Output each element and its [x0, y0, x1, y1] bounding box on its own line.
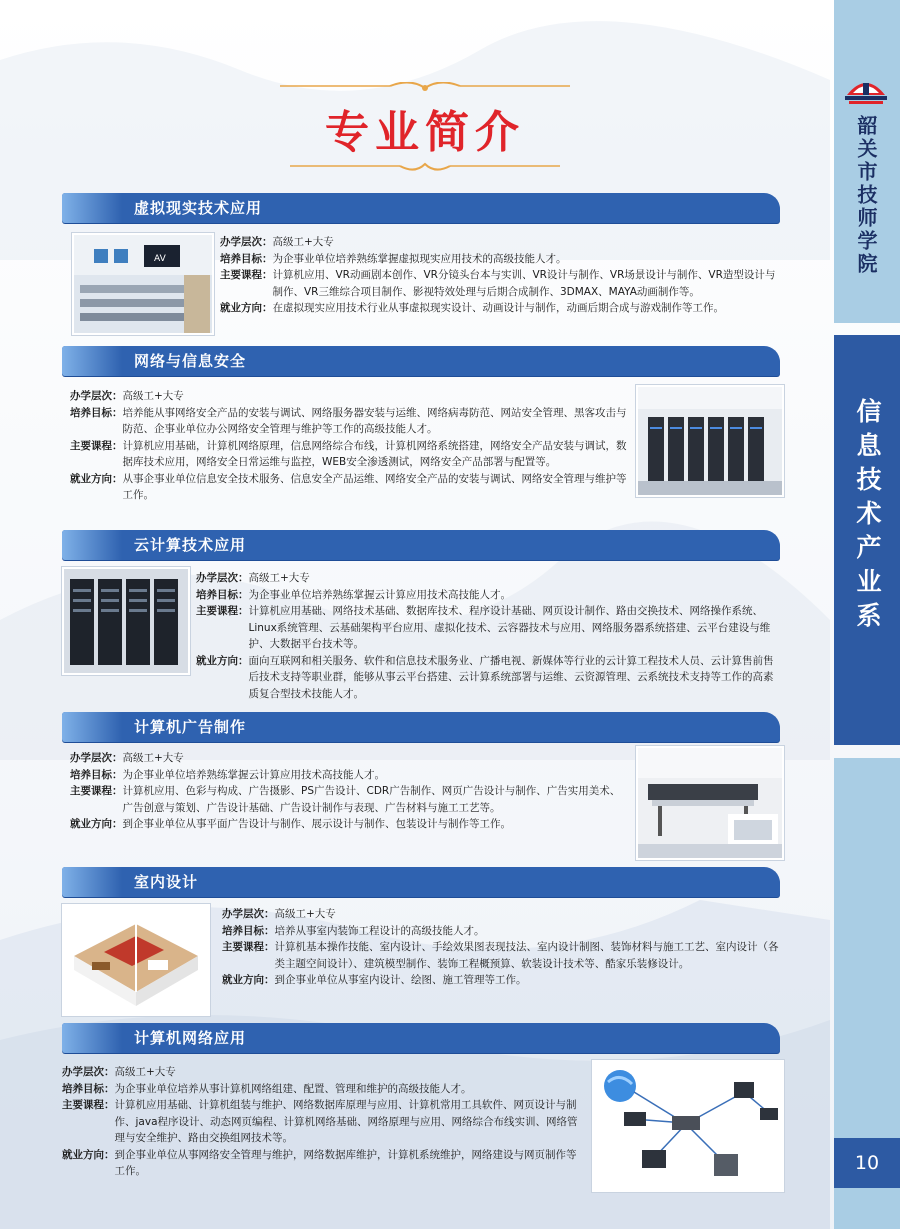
info-row-courses: 主要课程： 计算机基本操作技能、室内设计、手绘效果图表现技法、室内设计制图、装饰材料与施工工艺、室内设计（各类主题空间设计）、建筑模型制作、装饰工程概预算、软装设计技术等、酷家乐装修设计。 [222, 941, 779, 970]
info-block-advertising [70, 750, 630, 833]
info-block-cloud [196, 570, 780, 702]
title-block [260, 82, 590, 172]
info-row-career: 就业方向： 到企事业单位从事平面广告设计与制作、展示设计与制作、包装设计与制作等工作。 [70, 818, 511, 830]
interior-model-photo [62, 904, 210, 1016]
info-row-level: 办学层次： 高级工+大专 [196, 572, 310, 584]
info-row-courses: 主要课程： 计算机应用、VR动画剧本创作、VR分镜头台本与实训、VR设计与制作、VR场景设计与制作、VR造型设计与制作、VR三维综合项目制作、影视特效处理与后期合成制作、3DMAX、MAYA动画制作等。 [220, 269, 776, 298]
section-title: 计算机广告制作 [134, 718, 247, 736]
info-row-career: 就业方向： 到企事业单位从事网络安全管理与维护，网络数据库维护，计算机系统维护，网络建设与网页制作等工作。 [62, 1148, 577, 1177]
section-title: 云计算技术应用 [134, 536, 247, 554]
info-row-level: 办学层次： 高级工+大专 [70, 390, 184, 402]
info-row-goal: 培养目标： 为企事业单位培养熟练掌握云计算应用技术高技能人才。 [196, 588, 511, 601]
section-header-vr [62, 193, 780, 223]
info-row-goal: 培养目标： 培养从事室内装饰工程设计的高级技能人才。 [222, 924, 485, 937]
section-header-network [62, 1023, 780, 1053]
vr-lab-image [74, 235, 212, 333]
info-row-career: 就业方向： 在虚拟现实应用技术行业从事虚拟现实设计、动画设计与制作，动画后期合成与游戏制作等工作。 [220, 302, 724, 314]
server-racks-photo [62, 567, 190, 675]
school-logo-icon [843, 73, 889, 109]
network-diagram [592, 1060, 784, 1192]
school-name: 韶关市技师学院 [854, 115, 878, 276]
info-block-security [70, 388, 630, 504]
info-row-courses: 主要课程： 计算机应用基础、网络技术基础、数据库技术、程序设计基础、网页设计制作、路由交换技术、网络操作系统、Linux系统管理、云基础架构平台应用、虚拟化技术、云容器技术与应用、网络服务器系统搭建、云平台建设与维护、大数据平台技术等。 [196, 605, 771, 650]
info-row-goal: 培养目标： 为企事业单位培养从事计算机网络组建、配置、管理和维护的高级技能人才。 [62, 1082, 472, 1095]
info-row-level: 办学层次： 高级工+大专 [62, 1066, 176, 1078]
info-row-courses: 主要课程： 计算机应用基础、计算机组装与维护、网络数据库原理与应用、计算机常用工具软件、网页设计与制作、java程序设计、动态网页编程、计算机网络基础、网络原理与应用、网络综合布线实训、网络管理与安全维护、路由交换组网技术等。 [62, 1099, 578, 1144]
info-block-interior [222, 906, 780, 989]
info-row-career: 就业方向： 从事企事业单位信息安全技术服务、信息安全产品运维、网络安全产品的安装与调试、网络安全管理与维护等工作。 [70, 472, 627, 501]
department-name: 信息技术产业系 [853, 398, 882, 636]
info-row-goal: 培养目标： 为企事业单位培养熟练掌握虚拟现实应用技术的高级技能人才。 [220, 252, 567, 265]
info-block-network [62, 1064, 578, 1180]
info-row-career: 就业方向： 面向互联网和相关服务、软件和信息技术服务业、广播电视、新媒体等行业的云计算工程技术人员、云计算售前售后技术支持等职业群，能够从事云平台搭建、云计算系统部署与运维、云资源管理、云系统技术支持等工作的高素质复合型技术技能人才。 [196, 654, 774, 700]
info-row-career: 就业方向： 到企事业单位从事室内设计、绘图、施工管理等工作。 [222, 974, 527, 986]
page-title: 专业简介 [325, 107, 525, 158]
svg-text:AV: AV [154, 254, 166, 264]
section-title: 网络与信息安全 [134, 352, 247, 370]
info-row-level: 办学层次： 高级工+大专 [70, 752, 184, 764]
server-room-image [638, 387, 782, 495]
section-title: 计算机网络应用 [134, 1029, 247, 1047]
info-row-goal: 培养目标： 为企事业单位培养熟练掌握云计算应用技术高技能人才。 [70, 768, 385, 781]
print-workshop-photo [636, 746, 784, 860]
print-workshop-image [638, 748, 782, 858]
server-racks-image [64, 569, 188, 673]
info-block-vr [220, 234, 780, 317]
info-row-courses: 主要课程： 计算机应用基础，计算机网络原理，信息网络综合布线，计算机网络系统搭建，网络安全产品安装与调试，数据库技术应用，网络安全日常运维与监控，WEB安全渗透测试，网络安全产品部署与配置等。 [70, 439, 627, 468]
section-title: 虚拟现实技术应用 [134, 199, 263, 217]
section-title: 室内设计 [134, 873, 199, 891]
network-diagram-image [594, 1062, 782, 1190]
info-row-courses: 主要课程： 计算机应用、色彩与构成、广告摄影、PS广告设计、CDR广告制作、网页广告设计与制作、广告实用美术、广告创意与策划、广告设计基础、广告设计制作与表现、广告材料与施工工艺等。 [70, 785, 621, 814]
section-header-advertising [62, 712, 780, 742]
section-header-cloud [62, 530, 780, 560]
info-row-level: 办学层次： 高级工+大专 [220, 236, 334, 248]
page-number-badge [834, 1138, 900, 1188]
info-row-goal: 培养目标： 培养能从事网络安全产品的安装与调试、网络服务器安装与运维、网络病毒防范、网站安全管理、黑客攻击与防范、企事业单位办公网络安全管理与维护等工作的高级技能人才。 [70, 406, 627, 435]
section-header-security [62, 346, 780, 376]
interior-model-image [64, 906, 208, 1014]
server-room-photo [636, 385, 784, 497]
section-header-interior [62, 867, 780, 897]
vr-lab-photo [72, 233, 214, 335]
page-number: 10 [854, 1152, 880, 1174]
info-row-level: 办学层次： 高级工+大专 [222, 908, 336, 920]
